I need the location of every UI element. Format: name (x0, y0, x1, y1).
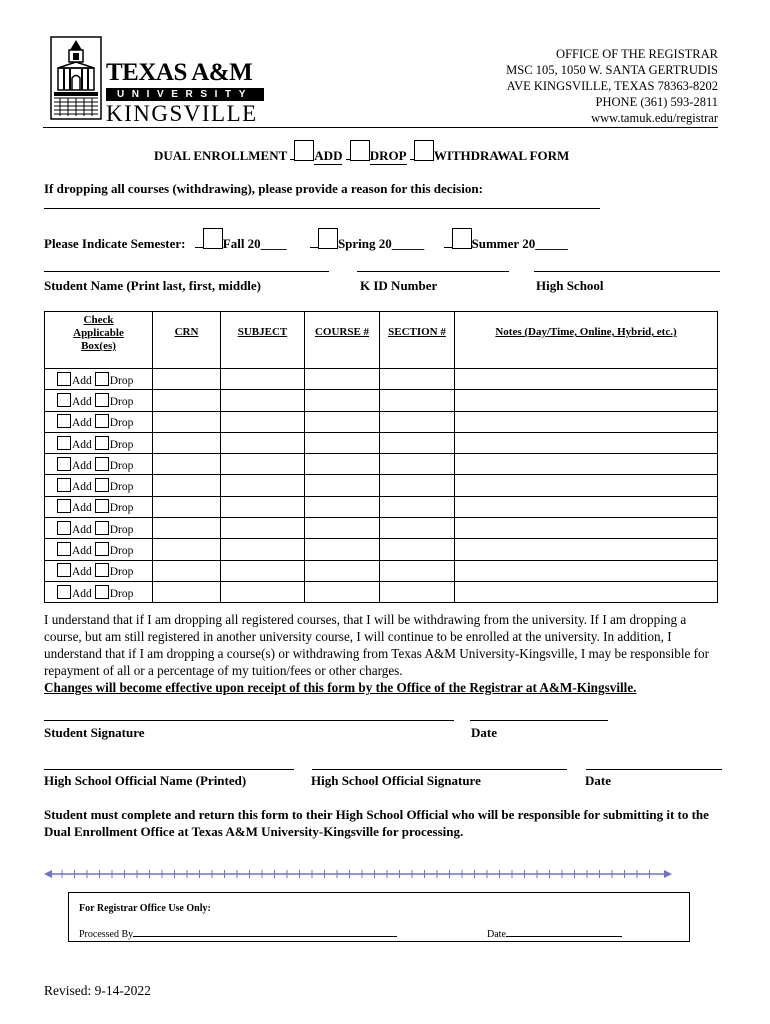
table-row (45, 475, 718, 496)
add-drop-cell (45, 581, 153, 602)
drop-checkbox[interactable] (95, 585, 109, 599)
subject-cell[interactable] (221, 496, 305, 517)
subject-cell[interactable] (221, 390, 305, 411)
statement-text: I understand that if I am dropping all registered courses, that I will be withdrawing from the university. If I am dropping a course, but am still registered in another university course, I will continue to be enrolled at the university. In addition, I understand that if I am dropping a course(s) or withdrawing from Texas A&M University-Kingsville, I may be responsible for repayment of all or a percentage of my tuition/fees or other charges. (44, 612, 710, 678)
crn-cell[interactable] (153, 432, 221, 453)
table-row (45, 369, 718, 390)
drop-label: Drop (109, 545, 134, 558)
add-drop-cell (45, 539, 153, 560)
add-checkbox[interactable] (57, 414, 71, 428)
course-number-cell[interactable] (305, 581, 380, 602)
drop-label: Drop (109, 417, 134, 430)
form-title (154, 140, 569, 165)
cut-line-separator (44, 866, 672, 882)
high-school-line[interactable] (534, 271, 720, 272)
course-number-cell[interactable] (305, 560, 380, 581)
withdrawal-type-checkbox[interactable] (414, 140, 434, 161)
header-divider (43, 127, 718, 128)
student-name-label: Student Name (Print last, first, middle) (44, 278, 262, 293)
notes-cell[interactable] (455, 432, 718, 453)
drop-label: Drop (109, 459, 134, 472)
office-address-2: AVE KINGSVILLE, TEXAS 78363-8202 (506, 79, 718, 93)
notes-header: Notes (Day/Time, Online, Hybrid, etc.) (455, 312, 718, 369)
section-number-cell[interactable] (380, 539, 455, 560)
add-drop-cell (45, 560, 153, 581)
high-school-label: High School (536, 278, 604, 293)
statement (44, 611, 724, 696)
subject-cell[interactable] (221, 518, 305, 539)
student-date-label: Date (471, 725, 497, 740)
semester-label: Please Indicate Semester: (44, 236, 186, 251)
crn-cell[interactable] (153, 539, 221, 560)
section-number-cell[interactable] (380, 518, 455, 539)
student-signature-label: Student Signature (44, 725, 145, 740)
crn-header: CRN (153, 312, 221, 369)
office-phone: PHONE (361) 593-2811 (595, 95, 718, 109)
table-row (45, 390, 718, 411)
add-drop-cell (45, 518, 153, 539)
spring-checkbox[interactable] (318, 228, 338, 249)
fall-label: Fall 20____ (222, 236, 287, 251)
add-checkbox[interactable] (57, 521, 71, 535)
course-number-cell[interactable] (305, 539, 380, 560)
course-number-cell[interactable] (305, 411, 380, 432)
drop-checkbox[interactable] (95, 478, 109, 492)
processed-by-label: Processed By (79, 929, 134, 940)
add-drop-cell (45, 390, 153, 411)
notes-cell[interactable] (455, 518, 718, 539)
add-checkbox[interactable] (57, 372, 71, 386)
revision-date: Revised: 9-14-2022 (44, 983, 151, 998)
university-building-icon (50, 36, 102, 120)
student-signature-line[interactable] (44, 720, 454, 721)
course-number-cell[interactable] (305, 475, 380, 496)
section-number-cell[interactable] (380, 369, 455, 390)
add-label: Add (72, 523, 92, 536)
crn-cell[interactable] (153, 390, 221, 411)
check-header: Check Applicable Box(es) (45, 312, 153, 369)
add-drop-cell (45, 454, 153, 475)
section-number-cell[interactable] (380, 496, 455, 517)
form-title-prefix: DUAL ENROLLMENT (154, 148, 288, 163)
hs-official-date-line[interactable] (586, 769, 722, 770)
registrar-box-title: For Registrar Office Use Only: (79, 903, 211, 914)
add-label: Add (72, 374, 92, 387)
table-row (45, 560, 718, 581)
table-row (45, 518, 718, 539)
course-table (44, 311, 718, 603)
add-checkbox[interactable] (57, 542, 71, 556)
semester-row (44, 228, 568, 252)
student-name-line[interactable] (44, 271, 329, 272)
logo-line-kingsville: KINGSVILLE (106, 101, 258, 126)
registrar-date-label: Date (487, 929, 506, 940)
add-label: Add (72, 566, 92, 579)
crn-cell[interactable] (153, 518, 221, 539)
notes-cell[interactable] (455, 390, 718, 411)
crn-cell[interactable] (153, 411, 221, 432)
course-number-cell[interactable] (305, 390, 380, 411)
drop-label: Drop (109, 438, 134, 451)
drop-checkbox[interactable] (95, 436, 109, 450)
add-drop-cell (45, 496, 153, 517)
course-number-cell[interactable] (305, 369, 380, 390)
subject-cell[interactable] (221, 411, 305, 432)
add-label: Add (72, 587, 92, 600)
drop-checkbox[interactable] (95, 457, 109, 471)
hs-official-date-label: Date (585, 773, 611, 788)
notes-cell[interactable] (455, 539, 718, 560)
notes-cell[interactable] (455, 475, 718, 496)
add-label: Add (72, 545, 92, 558)
spring-label: Spring 20_____ (337, 236, 425, 251)
fall-checkbox[interactable] (203, 228, 223, 249)
drop-label: Drop (109, 587, 134, 600)
drop-checkbox[interactable] (95, 521, 109, 535)
add-label: Add (72, 502, 92, 515)
crn-cell[interactable] (153, 581, 221, 602)
add-type-checkbox[interactable] (294, 140, 314, 161)
summer-checkbox[interactable] (452, 228, 472, 249)
subject-cell[interactable] (221, 539, 305, 560)
drop-checkbox[interactable] (95, 499, 109, 513)
notes-cell[interactable] (455, 581, 718, 602)
add-checkbox[interactable] (57, 436, 71, 450)
crn-cell[interactable] (153, 560, 221, 581)
add-checkbox[interactable] (57, 499, 71, 513)
office-address-1: MSC 105, 1050 W. SANTA GERTRUDIS (506, 63, 718, 77)
drop-checkbox[interactable] (95, 372, 109, 386)
course-number-cell[interactable] (305, 518, 380, 539)
withdrawal-type-label: WITHDRAWAL FORM (433, 148, 570, 163)
processed-by-field (79, 927, 397, 940)
hs-official-name-line[interactable] (44, 769, 294, 770)
notes-cell[interactable] (455, 411, 718, 432)
add-checkbox[interactable] (57, 457, 71, 471)
drop-type-checkbox[interactable] (350, 140, 370, 161)
subject-cell[interactable] (221, 454, 305, 475)
hs-official-signature-label: High School Official Signature (311, 773, 481, 788)
drop-label: Drop (109, 481, 134, 494)
add-drop-cell (45, 411, 153, 432)
drop-checkbox[interactable] (95, 563, 109, 577)
notes-cell[interactable] (455, 454, 718, 475)
course-number-cell[interactable] (305, 432, 380, 453)
registrar-use-box (68, 892, 690, 942)
drop-checkbox[interactable] (95, 414, 109, 428)
table-row (45, 496, 718, 517)
table-row (45, 581, 718, 602)
add-checkbox[interactable] (57, 478, 71, 492)
add-type-label: ADD (314, 148, 343, 163)
add-drop-cell (45, 432, 153, 453)
section-number-cell[interactable] (380, 581, 455, 602)
registrar-address (506, 46, 718, 126)
section-number-cell[interactable] (380, 390, 455, 411)
statement-emphasis: Changes will become effective upon receipt of this form by the Office of the Registrar at A&M-Kingsville. (44, 680, 637, 695)
hs-official-name-label: High School Official Name (Printed) (44, 773, 247, 788)
add-checkbox[interactable] (57, 563, 71, 577)
add-drop-cell (45, 475, 153, 496)
subject-header: SUBJECT (221, 312, 305, 369)
hs-official-signature-line[interactable] (312, 769, 567, 770)
subject-cell[interactable] (221, 475, 305, 496)
drop-label: Drop (109, 395, 134, 408)
add-label: Add (72, 438, 92, 451)
office-website: www.tamuk.edu/registrar (591, 111, 718, 125)
drop-type-label: DROP (369, 148, 407, 163)
course-number-cell[interactable] (305, 454, 380, 475)
course-number-header: COURSE # (305, 312, 380, 369)
add-label: Add (72, 395, 92, 408)
table-row (45, 432, 718, 453)
section-number-header: SECTION # (380, 312, 455, 369)
office-name: OFFICE OF THE REGISTRAR (556, 47, 718, 61)
drop-label: Drop (109, 523, 134, 536)
drop-label: Drop (109, 374, 134, 387)
table-header-row (45, 312, 718, 369)
student-date-line[interactable] (470, 720, 608, 721)
drop-checkbox[interactable] (95, 393, 109, 407)
subject-cell[interactable] (221, 369, 305, 390)
subject-cell[interactable] (221, 560, 305, 581)
drop-label: Drop (109, 502, 134, 515)
crn-cell[interactable] (153, 496, 221, 517)
notes-cell[interactable] (455, 560, 718, 581)
table-row (45, 539, 718, 560)
registrar-date-line[interactable] (506, 927, 622, 937)
processed-by-line[interactable] (133, 927, 397, 937)
subject-cell[interactable] (221, 581, 305, 602)
drop-checkbox[interactable] (95, 542, 109, 556)
add-checkbox[interactable] (57, 393, 71, 407)
section-number-cell[interactable] (380, 411, 455, 432)
submission-instructions: Student must complete and return this form to their High School Official who will be responsible for submitting it to the Dual Enrollment Office at Texas A&M University-Kingsville for processing. (44, 807, 709, 839)
drop-label: Drop (109, 566, 134, 579)
subject-cell[interactable] (221, 432, 305, 453)
kid-number-line[interactable] (357, 271, 509, 272)
section-number-cell[interactable] (380, 454, 455, 475)
crn-cell[interactable] (153, 475, 221, 496)
course-number-cell[interactable] (305, 496, 380, 517)
add-label: Add (72, 481, 92, 494)
notes-cell[interactable] (455, 369, 718, 390)
crn-cell[interactable] (153, 454, 221, 475)
logo-line-texas: TEXAS A&M (106, 59, 253, 86)
add-checkbox[interactable] (57, 585, 71, 599)
add-label: Add (72, 459, 92, 472)
add-label: Add (72, 417, 92, 430)
registrar-date-field (487, 927, 622, 940)
table-row (45, 411, 718, 432)
add-drop-cell (45, 369, 153, 390)
section-number-cell[interactable] (380, 475, 455, 496)
reason-prompt: If dropping all courses (withdrawing), please provide a reason for this decision: (44, 181, 483, 196)
kid-number-label: K ID Number (360, 278, 438, 293)
summer-label: Summer 20_____ (471, 236, 568, 251)
logo-line-university: UNIVERSITY (106, 88, 264, 101)
university-logo (50, 36, 268, 126)
notes-cell[interactable] (455, 496, 718, 517)
table-row (45, 454, 718, 475)
crn-cell[interactable] (153, 369, 221, 390)
section-number-cell[interactable] (380, 560, 455, 581)
section-number-cell[interactable] (380, 432, 455, 453)
reason-input-line[interactable] (44, 208, 600, 209)
